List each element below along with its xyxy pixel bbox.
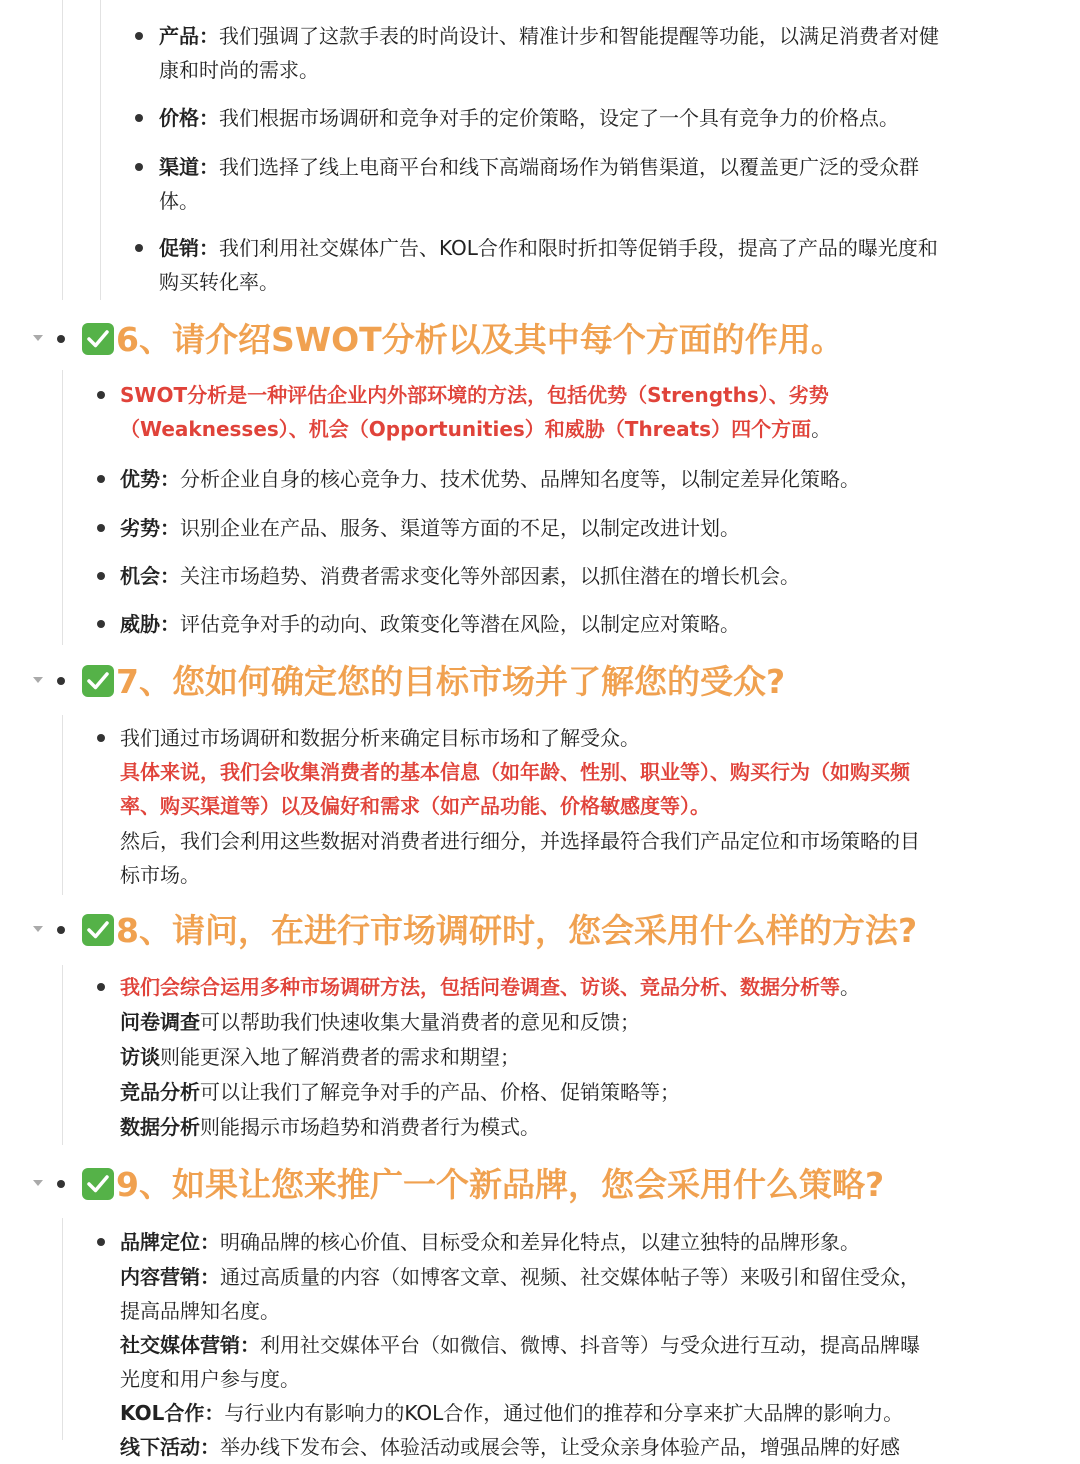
list-item xyxy=(120,1040,520,1074)
q6-intro-line: （Weaknesses）、机会（Opportunities）和威胁（Threats）四个方面。 xyxy=(120,417,832,441)
item-text: 体。 xyxy=(159,189,199,213)
checkmark-icon xyxy=(82,323,114,355)
item-text: 明确品牌的核心价值、目标受众和差异化特点，以建立独特的品牌形象。 xyxy=(220,1230,860,1254)
item-label: 促销 xyxy=(159,236,199,260)
item-text: 利用社交媒体平台（如微信、微博、抖音等）与受众进行互动，提高品牌曝 xyxy=(260,1333,920,1357)
item-label: 数据分析 xyxy=(120,1115,200,1139)
item-label: 问卷调查 xyxy=(120,1010,200,1034)
item-text: 我们根据市场调研和竞争对手的定价策略，设定了一个具有竞争力的价格点。 xyxy=(219,106,899,130)
item-label: 内容营销 xyxy=(120,1265,200,1289)
q9-heading xyxy=(0,1163,1080,1209)
list-bullet xyxy=(97,475,105,483)
item-text: 识别企业在产品、服务、渠道等方面的不足，以制定改进计划。 xyxy=(180,516,740,540)
item-text: 购买转化率。 xyxy=(159,270,279,294)
item-text: 我们强调了这款手表的时尚设计、精准计步和智能提醒等功能，以满足消费者对健 xyxy=(219,24,939,48)
list-bullet xyxy=(97,572,105,580)
list-item: 机会：关注市场趋势、消费者需求变化等外部因素，以抓住潜在的增长机会。 xyxy=(120,564,800,588)
q8-title: 8、请问，在进行市场调研时，您会采用什么样的方法? xyxy=(116,911,918,950)
list-bullet xyxy=(97,734,105,742)
list-bullet xyxy=(97,983,105,991)
outline-guide xyxy=(62,715,63,895)
item-text: 评估竞争对手的动向、政策变化等潜在风险，以制定应对策略。 xyxy=(180,612,740,636)
list-bullet xyxy=(57,677,65,685)
item-text: 与行业内有影响力的KOL合作，通过他们的推荐和分享来扩大品牌的影响力。 xyxy=(224,1401,904,1425)
item-text: 关注市场趋势、消费者需求变化等外部因素，以抓住潜在的增长机会。 xyxy=(180,564,800,588)
item-label: 劣势 xyxy=(120,516,160,540)
q7-line: 我们通过市场调研和数据分析来确定目标市场和了解受众。 xyxy=(120,726,640,750)
list-bullet xyxy=(135,163,143,171)
item-text: 则能更深入地了解消费者的需求和期望； xyxy=(160,1045,520,1069)
collapse-toggle-icon[interactable] xyxy=(33,926,43,932)
list-bullet xyxy=(97,391,105,399)
item-text: 举办线下发布会、体验活动或展会等，让受众亲身体验产品，增强品牌的好感 xyxy=(220,1435,900,1459)
item-label: 品牌定位 xyxy=(120,1230,200,1254)
item-label: 社交媒体营销 xyxy=(120,1333,240,1357)
list-item: 优势：分析企业自身的核心竞争力、技术优势、品牌知名度等，以制定差异化策略。 xyxy=(120,467,860,491)
list-item: 内容营销：通过高质量的内容（如博客文章、视频、社交媒体帖子等）来吸引和留住受众， xyxy=(120,1265,920,1289)
list-item: 线下活动：举办线下发布会、体验活动或展会等，让受众亲身体验产品，增强品牌的好感 xyxy=(120,1435,900,1459)
list-item: 社交媒体营销：利用社交媒体平台（如微信、微博、抖音等）与受众进行互动，提高品牌曝 xyxy=(120,1333,920,1357)
list-item: 促销：我们利用社交媒体广告、KOL合作和限时折扣等促销手段，提高了产品的曝光度和 xyxy=(159,236,938,260)
list-bullet xyxy=(97,1238,105,1246)
list-bullet xyxy=(57,1180,65,1188)
list-item: 品牌定位：明确品牌的核心价值、目标受众和差异化特点，以建立独特的品牌形象。 xyxy=(120,1230,860,1254)
q6-intro-line: SWOT分析是一种评估企业内外部环境的方法，包括优势（Strengths）、劣势 xyxy=(120,383,829,407)
list-bullet xyxy=(97,620,105,628)
list-bullet xyxy=(135,32,143,40)
list-bullet xyxy=(57,335,65,343)
list-item xyxy=(120,1075,680,1109)
q9-title: 9、如果让您来推广一个新品牌，您会采用什么策略? xyxy=(116,1165,885,1204)
item-label: 优势 xyxy=(120,467,160,491)
q6-title: 6、请介绍SWOT分析以及其中每个方面的作用。 xyxy=(116,320,844,359)
outline-guide xyxy=(62,1218,63,1440)
outline-guide xyxy=(62,370,63,645)
list-item: 劣势：识别企业在产品、服务、渠道等方面的不足，以制定改进计划。 xyxy=(120,516,740,540)
item-text: 我们利用社交媒体广告、KOL合作和限时折扣等促销手段，提高了产品的曝光度和 xyxy=(219,236,938,260)
list-item xyxy=(120,1110,540,1144)
q7-emphasis-line: 具体来说，我们会收集消费者的基本信息（如年龄、性别、职业等）、购买行为（如购买频 xyxy=(120,760,910,784)
item-text: 则能揭示市场趋势和消费者行为模式。 xyxy=(200,1115,540,1139)
list-item xyxy=(120,1005,640,1039)
list-bullet xyxy=(57,926,65,934)
q7-heading xyxy=(0,660,1080,706)
item-text: 我们选择了线上电商平台和线下高端商场作为销售渠道，以覆盖更广泛的受众群 xyxy=(219,155,919,179)
q6-heading xyxy=(0,318,1080,364)
q7-emphasis-line: 率、购买渠道等）以及偏好和需求（如产品功能、价格敏感度等）。 xyxy=(120,794,710,818)
item-text: 分析企业自身的核心竞争力、技术优势、品牌知名度等，以制定差异化策略。 xyxy=(180,467,860,491)
list-item: 渠道：我们选择了线上电商平台和线下高端商场作为销售渠道，以覆盖更广泛的受众群 xyxy=(159,155,919,179)
item-label: 产品 xyxy=(159,24,199,48)
outline-guide xyxy=(100,0,101,300)
item-label: 线下活动 xyxy=(120,1435,200,1459)
outline-guide xyxy=(62,965,63,1145)
list-bullet xyxy=(135,114,143,122)
item-text: 康和时尚的需求。 xyxy=(159,58,319,82)
q7-line: 然后，我们会利用这些数据对消费者进行细分，并选择最符合我们产品定位和市场策略的目 xyxy=(120,829,920,853)
q8-intro: 我们会综合运用多种市场调研方法，包括问卷调查、访谈、竞品分析、数据分析等。 xyxy=(120,975,860,999)
collapse-toggle-icon[interactable] xyxy=(33,335,43,341)
item-text: 光度和用户参与度。 xyxy=(120,1367,300,1391)
item-label: 竞品分析 xyxy=(120,1080,200,1104)
checkmark-icon xyxy=(82,1168,114,1200)
collapse-toggle-icon[interactable] xyxy=(33,677,43,683)
item-label: 价格 xyxy=(159,106,199,130)
item-text: 可以让我们了解竞争对手的产品、价格、促销策略等； xyxy=(200,1080,680,1104)
list-item: KOL合作：与行业内有影响力的KOL合作，通过他们的推荐和分享来扩大品牌的影响力。 xyxy=(120,1401,904,1425)
list-item: 产品：我们强调了这款手表的时尚设计、精准计步和智能提醒等功能，以满足消费者对健 xyxy=(159,24,939,48)
checkmark-icon xyxy=(82,665,114,697)
item-text: 通过高质量的内容（如博客文章、视频、社交媒体帖子等）来吸引和留住受众， xyxy=(220,1265,920,1289)
q7-title: 7、您如何确定您的目标市场并了解您的受众? xyxy=(116,662,786,701)
collapse-toggle-icon[interactable] xyxy=(33,1180,43,1186)
list-bullet xyxy=(135,244,143,252)
list-item: 价格：我们根据市场调研和竞争对手的定价策略，设定了一个具有竞争力的价格点。 xyxy=(159,106,899,130)
outline-guide xyxy=(62,0,63,300)
item-label: KOL合作 xyxy=(120,1401,205,1425)
item-label: 访谈 xyxy=(120,1045,160,1069)
item-label: 机会 xyxy=(120,564,160,588)
item-text: 提高品牌知名度。 xyxy=(120,1299,280,1323)
checkmark-icon xyxy=(82,914,114,946)
item-label: 渠道 xyxy=(159,155,199,179)
item-label: 威胁 xyxy=(120,612,160,636)
q8-heading xyxy=(0,909,1080,955)
q7-line: 标市场。 xyxy=(120,863,200,887)
list-bullet xyxy=(97,524,105,532)
list-item: 威胁：评估竞争对手的动向、政策变化等潜在风险，以制定应对策略。 xyxy=(120,612,740,636)
item-text: 可以帮助我们快速收集大量消费者的意见和反馈； xyxy=(200,1010,640,1034)
